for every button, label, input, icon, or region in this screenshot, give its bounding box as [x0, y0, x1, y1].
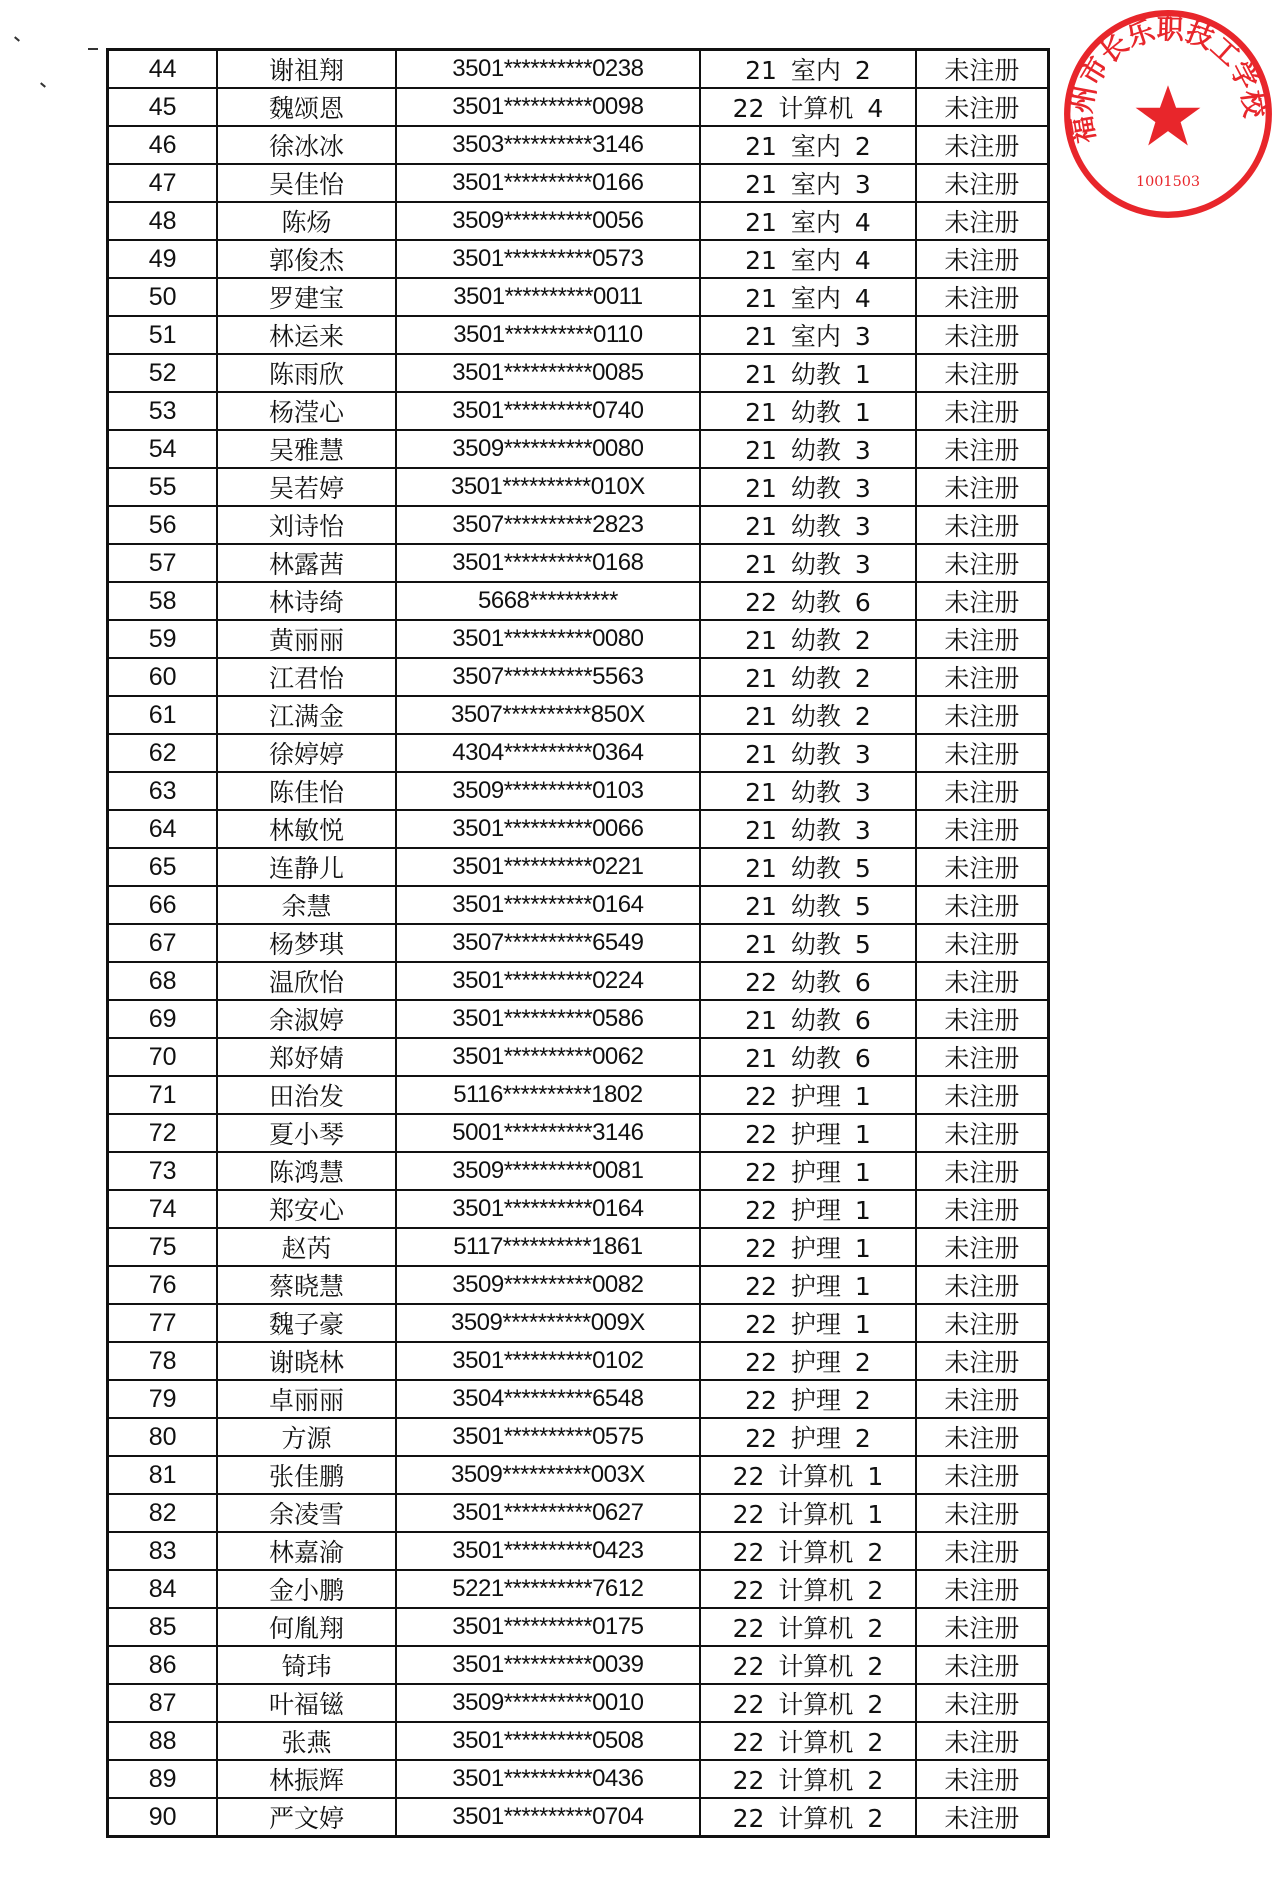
- id-number: 3501**********0436: [396, 1760, 700, 1798]
- class-name: 22 护理 2: [700, 1380, 916, 1418]
- id-number: 3501**********0102: [396, 1342, 700, 1380]
- row-number: 77: [108, 1304, 218, 1342]
- table-row: [108, 316, 1049, 354]
- registration-status: 未注册: [916, 1152, 1049, 1190]
- student-name: 张燕: [217, 1722, 396, 1760]
- id-number: 5221**********7612: [396, 1570, 700, 1608]
- table-row: [108, 772, 1049, 810]
- registration-status: 未注册: [916, 316, 1049, 354]
- class-name: 22 计算机 1: [700, 1456, 916, 1494]
- class-name: 21 幼教 3: [700, 430, 916, 468]
- class-name: 21 幼教 2: [700, 620, 916, 658]
- table-row: [108, 202, 1049, 240]
- table-row: [108, 278, 1049, 316]
- scan-speck: [88, 48, 98, 50]
- row-number: 73: [108, 1152, 218, 1190]
- class-name: 21 幼教 5: [700, 848, 916, 886]
- registration-status: 未注册: [916, 1076, 1049, 1114]
- student-name: 林运来: [217, 316, 396, 354]
- row-number: 44: [108, 50, 218, 89]
- student-name: 杨梦琪: [217, 924, 396, 962]
- id-number: 3509**********0080: [396, 430, 700, 468]
- row-number: 45: [108, 88, 218, 126]
- class-name: 22 护理 1: [700, 1152, 916, 1190]
- id-number: 3501**********0573: [396, 240, 700, 278]
- id-number: 5116**********1802: [396, 1076, 700, 1114]
- student-name: 林敏悦: [217, 810, 396, 848]
- student-name: 夏小琴: [217, 1114, 396, 1152]
- row-number: 59: [108, 620, 218, 658]
- registration-status: 未注册: [916, 582, 1049, 620]
- registration-status: 未注册: [916, 1456, 1049, 1494]
- id-number: 3501**********0704: [396, 1798, 700, 1837]
- table-body: [108, 50, 1049, 1837]
- class-name: 21 幼教 2: [700, 696, 916, 734]
- seal-code: 1001503: [1135, 174, 1201, 191]
- class-name: 21 幼教 5: [700, 886, 916, 924]
- student-name: 蔡晓慧: [217, 1266, 396, 1304]
- id-number: 3501**********0168: [396, 544, 700, 582]
- class-name: 22 护理 1: [700, 1076, 916, 1114]
- registration-status: 未注册: [916, 354, 1049, 392]
- row-number: 88: [108, 1722, 218, 1760]
- id-number: 3509**********009X: [396, 1304, 700, 1342]
- registration-status: 未注册: [916, 1494, 1049, 1532]
- student-name: 林诗绮: [217, 582, 396, 620]
- table-row: [108, 620, 1049, 658]
- class-name: 21 幼教 3: [700, 468, 916, 506]
- id-number: 4304**********0364: [396, 734, 700, 772]
- id-number: 3501**********0740: [396, 392, 700, 430]
- registration-status: 未注册: [916, 1760, 1049, 1798]
- registration-status: 未注册: [916, 1038, 1049, 1076]
- class-name: 22 护理 1: [700, 1114, 916, 1152]
- row-number: 54: [108, 430, 218, 468]
- student-name: 林嘉渝: [217, 1532, 396, 1570]
- registration-status: 未注册: [916, 126, 1049, 164]
- class-name: 21 幼教 3: [700, 506, 916, 544]
- registration-status: 未注册: [916, 1532, 1049, 1570]
- row-number: 74: [108, 1190, 218, 1228]
- class-name: 21 幼教 1: [700, 354, 916, 392]
- table-row: [108, 1114, 1049, 1152]
- row-number: 82: [108, 1494, 218, 1532]
- registration-status: 未注册: [916, 696, 1049, 734]
- table-row: [108, 1152, 1049, 1190]
- official-seal-stamp: [1060, 6, 1276, 222]
- id-number: 3501**********0062: [396, 1038, 700, 1076]
- id-number: 3501**********0085: [396, 354, 700, 392]
- registration-status: 未注册: [916, 1304, 1049, 1342]
- id-number: 3504**********6548: [396, 1380, 700, 1418]
- row-number: 51: [108, 316, 218, 354]
- table-row: [108, 1418, 1049, 1456]
- row-number: 58: [108, 582, 218, 620]
- student-name: 连静儿: [217, 848, 396, 886]
- registration-status: 未注册: [916, 924, 1049, 962]
- id-number: 3501**********0423: [396, 1532, 700, 1570]
- class-name: 21 幼教 6: [700, 1000, 916, 1038]
- student-name: 吴雅慧: [217, 430, 396, 468]
- scan-speck: [14, 36, 20, 41]
- row-number: 81: [108, 1456, 218, 1494]
- row-number: 83: [108, 1532, 218, 1570]
- student-name: 谢祖翔: [217, 50, 396, 89]
- table-row: [108, 1494, 1049, 1532]
- registration-status: 未注册: [916, 430, 1049, 468]
- id-number: 5668**********: [396, 582, 700, 620]
- table-row: [108, 1722, 1049, 1760]
- student-name: 余慧: [217, 886, 396, 924]
- registration-status: 未注册: [916, 1342, 1049, 1380]
- table-row: [108, 468, 1049, 506]
- registration-status: 未注册: [916, 88, 1049, 126]
- registration-status: 未注册: [916, 1380, 1049, 1418]
- id-number: 3501**********0066: [396, 810, 700, 848]
- registration-status: 未注册: [916, 1798, 1049, 1837]
- row-number: 85: [108, 1608, 218, 1646]
- registration-status: 未注册: [916, 962, 1049, 1000]
- student-name: 郑妤婧: [217, 1038, 396, 1076]
- row-number: 86: [108, 1646, 218, 1684]
- table-row: [108, 1342, 1049, 1380]
- table-row: [108, 1456, 1049, 1494]
- id-number: 3507**********6549: [396, 924, 700, 962]
- student-name: 方源: [217, 1418, 396, 1456]
- id-number: 5117**********1861: [396, 1228, 700, 1266]
- table-row: [108, 924, 1049, 962]
- id-number: 3501**********0110: [396, 316, 700, 354]
- class-name: 21 幼教 6: [700, 1038, 916, 1076]
- row-number: 67: [108, 924, 218, 962]
- registration-status: 未注册: [916, 658, 1049, 696]
- registration-status: 未注册: [916, 164, 1049, 202]
- table-row: [108, 1380, 1049, 1418]
- student-name: 黄丽丽: [217, 620, 396, 658]
- class-name: 21 幼教 5: [700, 924, 916, 962]
- class-name: 22 计算机 2: [700, 1722, 916, 1760]
- id-number: 3503**********3146: [396, 126, 700, 164]
- row-number: 64: [108, 810, 218, 848]
- class-name: 22 幼教 6: [700, 582, 916, 620]
- registration-status: 未注册: [916, 1646, 1049, 1684]
- id-number: 3507**********2823: [396, 506, 700, 544]
- registration-status: 未注册: [916, 1000, 1049, 1038]
- id-number: 5001**********3146: [396, 1114, 700, 1152]
- student-name: 张佳鹏: [217, 1456, 396, 1494]
- id-number: 3501**********0627: [396, 1494, 700, 1532]
- student-name: 罗建宝: [217, 278, 396, 316]
- id-number: 3501**********0098: [396, 88, 700, 126]
- class-name: 22 计算机 2: [700, 1798, 916, 1837]
- registration-status: 未注册: [916, 1190, 1049, 1228]
- table-row: [108, 1646, 1049, 1684]
- row-number: 65: [108, 848, 218, 886]
- row-number: 78: [108, 1342, 218, 1380]
- id-number: 3501**********0238: [396, 50, 700, 89]
- student-name: 徐冰冰: [217, 126, 396, 164]
- table-row: [108, 1532, 1049, 1570]
- table-row: [108, 810, 1049, 848]
- student-name: 陈炀: [217, 202, 396, 240]
- student-name: 谢晓林: [217, 1342, 396, 1380]
- student-name: 魏子豪: [217, 1304, 396, 1342]
- registration-status: 未注册: [916, 240, 1049, 278]
- row-number: 84: [108, 1570, 218, 1608]
- row-number: 50: [108, 278, 218, 316]
- student-name: 陈佳怡: [217, 772, 396, 810]
- scan-speck: [40, 82, 46, 87]
- id-number: 3501**********0175: [396, 1608, 700, 1646]
- class-name: 22 护理 1: [700, 1228, 916, 1266]
- row-number: 75: [108, 1228, 218, 1266]
- table-row: [108, 1798, 1049, 1837]
- row-number: 49: [108, 240, 218, 278]
- class-name: 22 计算机 1: [700, 1494, 916, 1532]
- table-row: [108, 658, 1049, 696]
- table-row: [108, 430, 1049, 468]
- table-row: [108, 1608, 1049, 1646]
- registration-status: 未注册: [916, 202, 1049, 240]
- class-name: 21 室内 4: [700, 240, 916, 278]
- id-number: 3507**********5563: [396, 658, 700, 696]
- table-row: [108, 582, 1049, 620]
- row-number: 61: [108, 696, 218, 734]
- class-name: 21 幼教 3: [700, 734, 916, 772]
- table-row: [108, 354, 1049, 392]
- student-name: 余凌雪: [217, 1494, 396, 1532]
- table-row: [108, 1190, 1049, 1228]
- registration-status: 未注册: [916, 544, 1049, 582]
- student-name: 魏颂恩: [217, 88, 396, 126]
- class-name: 21 幼教 2: [700, 658, 916, 696]
- id-number: 3501**********0575: [396, 1418, 700, 1456]
- student-name: 严文婷: [217, 1798, 396, 1837]
- id-number: 3501**********0224: [396, 962, 700, 1000]
- table-row: [108, 164, 1049, 202]
- table-row: [108, 1076, 1049, 1114]
- registration-status: 未注册: [916, 848, 1049, 886]
- registration-status: 未注册: [916, 1266, 1049, 1304]
- id-number: 3501**********0586: [396, 1000, 700, 1038]
- registration-status: 未注册: [916, 772, 1049, 810]
- table-row: [108, 1038, 1049, 1076]
- row-number: 87: [108, 1684, 218, 1722]
- student-name: 吴若婷: [217, 468, 396, 506]
- student-name: 徐婷婷: [217, 734, 396, 772]
- class-name: 22 计算机 2: [700, 1646, 916, 1684]
- registration-status: 未注册: [916, 1228, 1049, 1266]
- class-name: 22 护理 1: [700, 1190, 916, 1228]
- class-name: 21 室内 3: [700, 164, 916, 202]
- row-number: 48: [108, 202, 218, 240]
- class-name: 22 计算机 2: [700, 1684, 916, 1722]
- registration-status: 未注册: [916, 1684, 1049, 1722]
- student-name: 陈雨欣: [217, 354, 396, 392]
- id-number: 3501**********0164: [396, 1190, 700, 1228]
- registration-status: 未注册: [916, 620, 1049, 658]
- student-name: 杨滢心: [217, 392, 396, 430]
- table-row: [108, 1304, 1049, 1342]
- student-name: 吴佳怡: [217, 164, 396, 202]
- registration-status: 未注册: [916, 392, 1049, 430]
- row-number: 55: [108, 468, 218, 506]
- student-name: 郭俊杰: [217, 240, 396, 278]
- row-number: 71: [108, 1076, 218, 1114]
- class-name: 22 计算机 2: [700, 1608, 916, 1646]
- row-number: 62: [108, 734, 218, 772]
- table-row: [108, 1228, 1049, 1266]
- class-name: 22 护理 1: [700, 1266, 916, 1304]
- student-name: 江满金: [217, 696, 396, 734]
- id-number: 3501**********0011: [396, 278, 700, 316]
- table-row: [108, 506, 1049, 544]
- row-number: 53: [108, 392, 218, 430]
- class-name: 21 室内 2: [700, 50, 916, 89]
- id-number: 3501**********010X: [396, 468, 700, 506]
- id-number: 3509**********0081: [396, 1152, 700, 1190]
- table-row: [108, 88, 1049, 126]
- table-row: [108, 962, 1049, 1000]
- row-number: 89: [108, 1760, 218, 1798]
- id-number: 3501**********0080: [396, 620, 700, 658]
- registration-status: 未注册: [916, 1418, 1049, 1456]
- class-name: 21 室内 4: [700, 278, 916, 316]
- class-name: 22 计算机 4: [700, 88, 916, 126]
- table-row: [108, 240, 1049, 278]
- student-name: 赵芮: [217, 1228, 396, 1266]
- row-number: 76: [108, 1266, 218, 1304]
- registration-status: 未注册: [916, 810, 1049, 848]
- class-name: 21 室内 4: [700, 202, 916, 240]
- student-name: 叶福镃: [217, 1684, 396, 1722]
- id-number: 3507**********850X: [396, 696, 700, 734]
- student-name: 锜玮: [217, 1646, 396, 1684]
- row-number: 66: [108, 886, 218, 924]
- class-name: 21 室内 3: [700, 316, 916, 354]
- table-row: [108, 1684, 1049, 1722]
- row-number: 79: [108, 1380, 218, 1418]
- student-name: 江君怡: [217, 658, 396, 696]
- registration-status: 未注册: [916, 1114, 1049, 1152]
- id-number: 3509**********0082: [396, 1266, 700, 1304]
- registration-status: 未注册: [916, 886, 1049, 924]
- table-row: [108, 1266, 1049, 1304]
- row-number: 69: [108, 1000, 218, 1038]
- student-name: 何胤翔: [217, 1608, 396, 1646]
- student-name: 卓丽丽: [217, 1380, 396, 1418]
- table-row: [108, 848, 1049, 886]
- row-number: 72: [108, 1114, 218, 1152]
- table-row: [108, 50, 1049, 89]
- id-number: 3501**********0039: [396, 1646, 700, 1684]
- registration-status: 未注册: [916, 468, 1049, 506]
- student-name: 郑安心: [217, 1190, 396, 1228]
- student-name: 金小鹏: [217, 1570, 396, 1608]
- class-name: 22 护理 2: [700, 1418, 916, 1456]
- table-row: [108, 696, 1049, 734]
- student-name: 陈鸿慧: [217, 1152, 396, 1190]
- class-name: 22 护理 2: [700, 1342, 916, 1380]
- student-name: 温欣怡: [217, 962, 396, 1000]
- row-number: 60: [108, 658, 218, 696]
- row-number: 56: [108, 506, 218, 544]
- registration-status: 未注册: [916, 1570, 1049, 1608]
- table-row: [108, 392, 1049, 430]
- row-number: 70: [108, 1038, 218, 1076]
- row-number: 57: [108, 544, 218, 582]
- table-row: [108, 1570, 1049, 1608]
- id-number: 3509**********0010: [396, 1684, 700, 1722]
- student-name: 林振辉: [217, 1760, 396, 1798]
- row-number: 80: [108, 1418, 218, 1456]
- id-number: 3509**********003X: [396, 1456, 700, 1494]
- registration-status: 未注册: [916, 50, 1049, 89]
- row-number: 68: [108, 962, 218, 1000]
- registration-status: 未注册: [916, 1608, 1049, 1646]
- table-row: [108, 126, 1049, 164]
- class-name: 21 幼教 3: [700, 544, 916, 582]
- registration-status: 未注册: [916, 278, 1049, 316]
- registration-status: 未注册: [916, 1722, 1049, 1760]
- student-name: 田治发: [217, 1076, 396, 1114]
- student-name: 刘诗怡: [217, 506, 396, 544]
- registration-status: 未注册: [916, 506, 1049, 544]
- id-number: 3509**********0103: [396, 772, 700, 810]
- class-name: 21 幼教 1: [700, 392, 916, 430]
- table-row: [108, 1760, 1049, 1798]
- class-name: 21 室内 2: [700, 126, 916, 164]
- class-name: 21 幼教 3: [700, 810, 916, 848]
- id-number: 3501**********0221: [396, 848, 700, 886]
- seal-text: 福州市长乐职技工学校: [1066, 14, 1270, 146]
- row-number: 47: [108, 164, 218, 202]
- id-number: 3501**********0508: [396, 1722, 700, 1760]
- registration-status: 未注册: [916, 734, 1049, 772]
- id-number: 3501**********0166: [396, 164, 700, 202]
- student-name: 余淑婷: [217, 1000, 396, 1038]
- table-row: [108, 734, 1049, 772]
- row-number: 46: [108, 126, 218, 164]
- student-registration-table: [106, 48, 1050, 1838]
- class-name: 21 幼教 3: [700, 772, 916, 810]
- seal-ring: [1067, 13, 1269, 215]
- table-row: [108, 1000, 1049, 1038]
- class-name: 22 计算机 2: [700, 1570, 916, 1608]
- row-number: 52: [108, 354, 218, 392]
- class-name: 22 计算机 2: [700, 1760, 916, 1798]
- class-name: 22 计算机 2: [700, 1532, 916, 1570]
- id-number: 3509**********0056: [396, 202, 700, 240]
- row-number: 63: [108, 772, 218, 810]
- seal-star-icon: [1136, 85, 1201, 145]
- student-name: 林露茜: [217, 544, 396, 582]
- table-row: [108, 886, 1049, 924]
- id-number: 3501**********0164: [396, 886, 700, 924]
- class-name: 22 护理 1: [700, 1304, 916, 1342]
- row-number: 90: [108, 1798, 218, 1837]
- table-row: [108, 544, 1049, 582]
- class-name: 22 幼教 6: [700, 962, 916, 1000]
